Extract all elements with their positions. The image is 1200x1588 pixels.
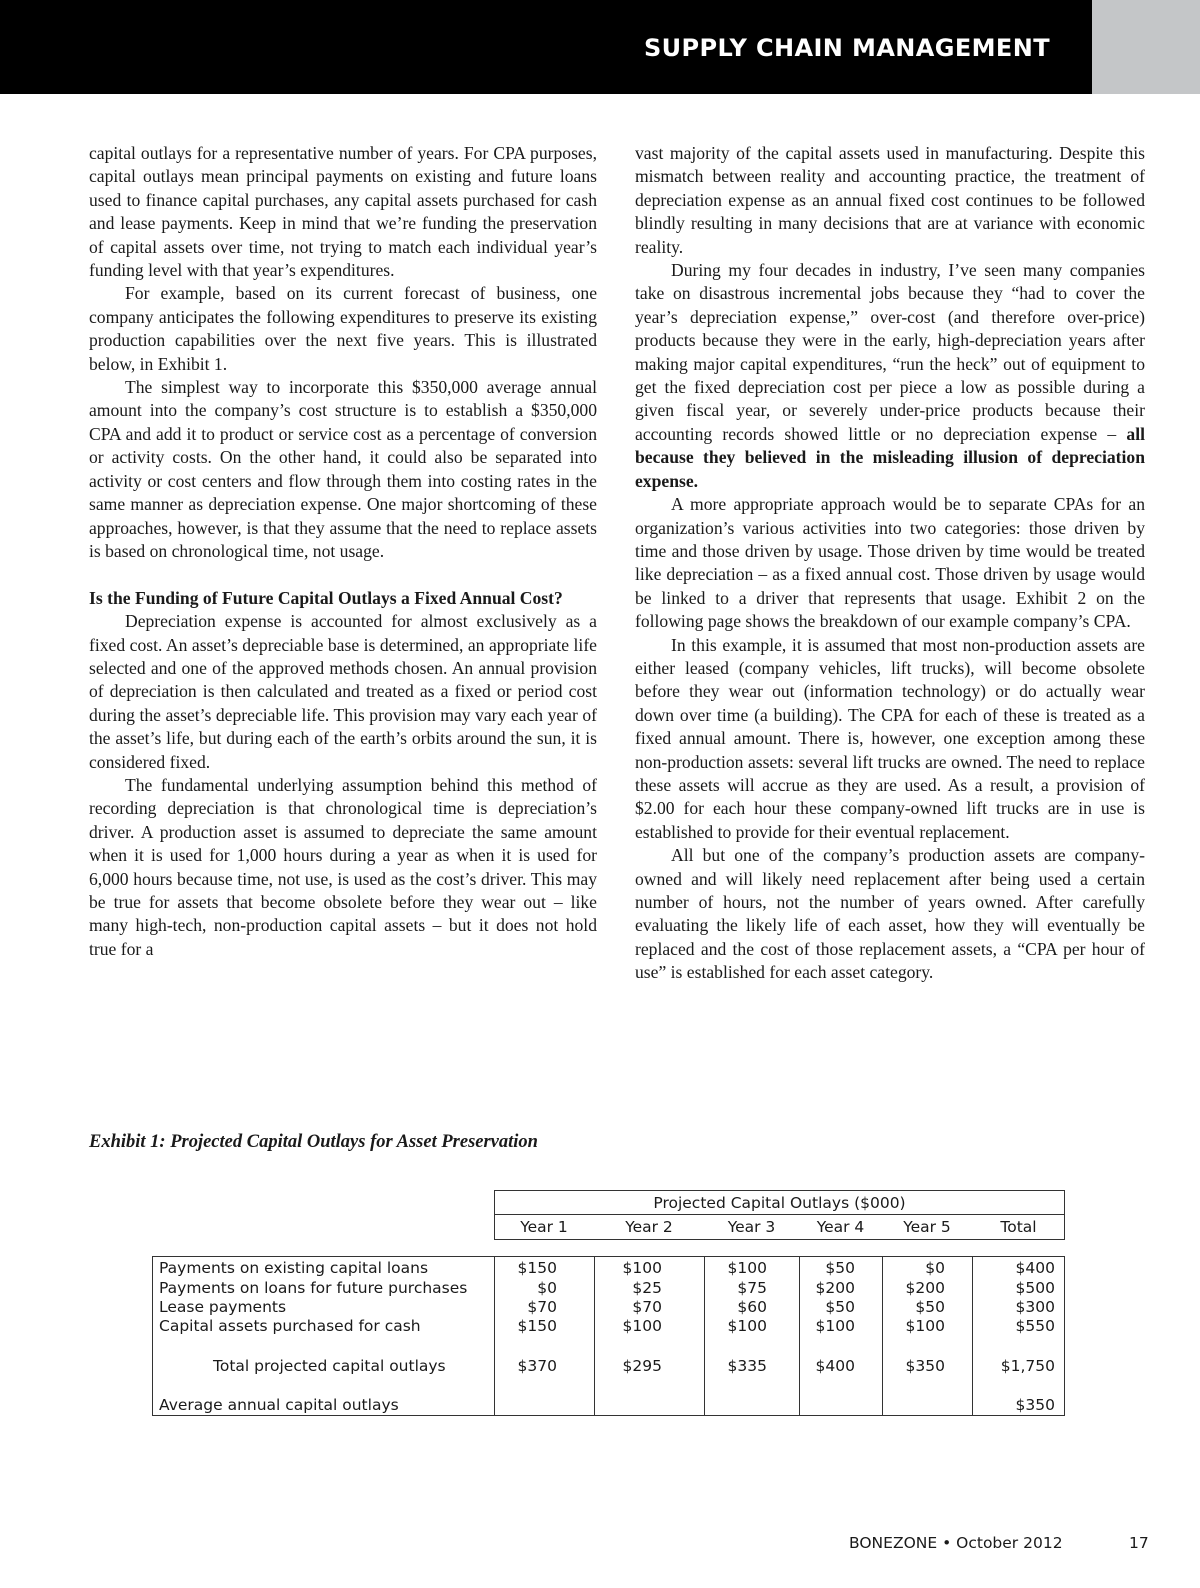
paragraph: In this example, it is assumed that most non-production assets are either leased (company vehicles, lift trucks), will become obsolete before they wear out (information technology) or do actually wear down over time (a building). The CPA for each of these is treated as a fixed annual amount. There is, however, one exception among these non-production assets: several lift trucks are owned. The need to replace these assets will accrue as they are used. As a result, a provision of $2.00 for each hour these company-owned lift trucks are in use is established to provide for their eventual replacement. [635,634,1145,842]
table-cell: $50 [825,1259,855,1277]
table-cell: $500 [1015,1279,1055,1297]
paragraph: The simplest way to incorporate this $350,000 average annual amount into the company’s cost structure is to establish a $350,000 CPA and add it to product or service cost as a percentage of conversion or activity costs. On the other hand, it could also be separated into activity or cost centers and flow through them into costing rates in the same manner as depreciation expense. One major shortcoming of these approaches, however, is that they assume that the need to replace assets is based on chronological time, not usage. [89,377,597,561]
table-group-header: Projected Capital Outlays ($000) [653,1194,906,1212]
table-cell: $150 [517,1317,557,1335]
table-cell: $550 [1015,1317,1055,1335]
table-cell: $200 [815,1279,855,1297]
table-cell: $400 [1015,1259,1055,1277]
table-cell: $150 [517,1259,557,1277]
table-cell: $70 [527,1298,557,1316]
table-cell: $100 [727,1317,767,1335]
table-cell: $25 [632,1279,662,1297]
table-cell: $295 [622,1357,662,1375]
table-cell: $350 [905,1357,945,1375]
table-cell: $100 [727,1259,767,1277]
paragraph: capital outlays for a representative number of years. For CPA purposes, capital outlays mean principal payments on existing and future loans used to finance capital purchases, any capital assets purchased for cash and lease payments. Keep in mind that we’re funding the preservation of capital assets over time, not trying to match each individual year’s funding level with that year’s expenditures. [89,143,597,281]
table-cell: $100 [815,1317,855,1335]
table-cell: $300 [1015,1298,1055,1316]
table-cell: $100 [622,1317,662,1335]
emphasis-text: all because they believed in the misleading illusion of depreciation expense. [635,423,1145,491]
total-row-label: Total projected capital outlays [213,1357,446,1375]
column-header: Year 2 [625,1218,673,1236]
column-header: Year 4 [816,1218,865,1236]
table-divider [494,1214,1065,1215]
table-cell: $100 [905,1317,945,1335]
section-heading: Is the Funding of Future Capital Outlays a Fixed Annual Cost? [89,587,563,608]
table-cell: $400 [815,1357,855,1375]
paragraph: The fundamental underlying assumption behind this method of recording depreciation is that chronological time is depreciation’s driver. A production asset is assumed to depreciate the same amount when it is used for 1,000 hours during a year as when it is used for 6,000 hours because time, not use, is used as the cost’s driver. This may be true for assets that become obsolete before they wear out – like many high-tech, non-production capital assets – but it does not hold true for a [89,774,597,959]
paragraph: Depreciation expense is accounted for almost exclusively as a fixed cost. An asset’s depreciable base is determined, an appropriate life selected and one of the approved methods chosen. An annual provision of depreciation is then calculated and treated as a fixed or period cost during the asset’s depreciable life. This provision may vary each year of the asset’s life, but during each of the earth’s orbits around the sun, it is considered fixed. [89,611,597,772]
table-cell: $1,750 [1000,1357,1055,1375]
table-cell: $0 [537,1279,557,1297]
footer-publication: BONEZONE • October 2012 [849,1534,1063,1552]
table-cell: $60 [737,1298,767,1316]
paragraph: All but one of the company’s production assets are company-owned and will likely need replacement after being used a certain number of hours, not the number of years owned. After carefully evaluating the likely life of each asset, how they will eventually be replaced and the cost of those replacement assets, a “CPA per hour of use” is established for each asset category. [635,845,1145,983]
column-header: Year 5 [903,1218,951,1236]
paragraph-text: During my four decades in industry, I’ve seen many companies take on disastrous incremental jobs because they “had to cover the year’s depreciation expense,” over-cost (and therefore over-price) products because they were in the early, high-depreciation years after making major capital expenditures, “run the heck” out of equipment to get the fixed depreciation cost per piece a low as possible during a given fiscal year, or severely under-price products because their accounting records showed little or no depreciation expense – [635,260,1145,444]
table-cell: $350 [1015,1396,1055,1414]
column-header: Total [1000,1218,1037,1236]
column-header: Year 3 [727,1218,776,1236]
row-label: Payments on loans for future purchases [159,1279,468,1297]
exhibit-caption: Exhibit 1: Projected Capital Outlays for Asset Preservation [89,1132,538,1152]
row-label: Lease payments [159,1298,287,1316]
section-title: SUPPLY CHAIN MANAGEMENT [643,34,1050,62]
row-label: Capital assets purchased for cash [159,1317,421,1335]
paragraph: A more appropriate approach would be to separate CPAs for an organization’s various activities into two categories: those driven by time and those driven by usage. Those driven by time would be treated like depreciation – as a fixed annual cost. Those driven by usage would be linked to a driver that represents that usage. Exhibit 2 on the following page shows the breakdown of our example company’s CPA. [635,494,1145,632]
paragraph: vast majority of the capital assets used in manufacturing. Despite this mismatch between reality and accounting practice, the treatment of depreciation expense as an annual fixed cost continues to be followed blindly resulting in many decisions that are at variance with economic reality. [635,143,1145,257]
page-number: 17 [1129,1534,1149,1552]
table-cell: $335 [727,1357,767,1375]
paragraph: For example, based on its current forecast of business, one company anticipates the following expenditures to preserve its existing production capabilities over the next five years. This is illustrated below, in Exhibit 1. [89,283,597,374]
table-cell: $100 [622,1259,662,1277]
table-cell: $200 [905,1279,945,1297]
table-cell: $50 [915,1298,945,1316]
average-row-label: Average annual capital outlays [159,1396,399,1414]
table-cell: $75 [737,1279,767,1297]
row-label: Payments on existing capital loans [159,1259,429,1277]
table-cell: $0 [925,1259,945,1277]
table-cell: $370 [517,1357,557,1375]
column-header: Year 1 [520,1218,568,1236]
table-cell: $70 [632,1298,662,1316]
table-cell: $50 [825,1298,855,1316]
